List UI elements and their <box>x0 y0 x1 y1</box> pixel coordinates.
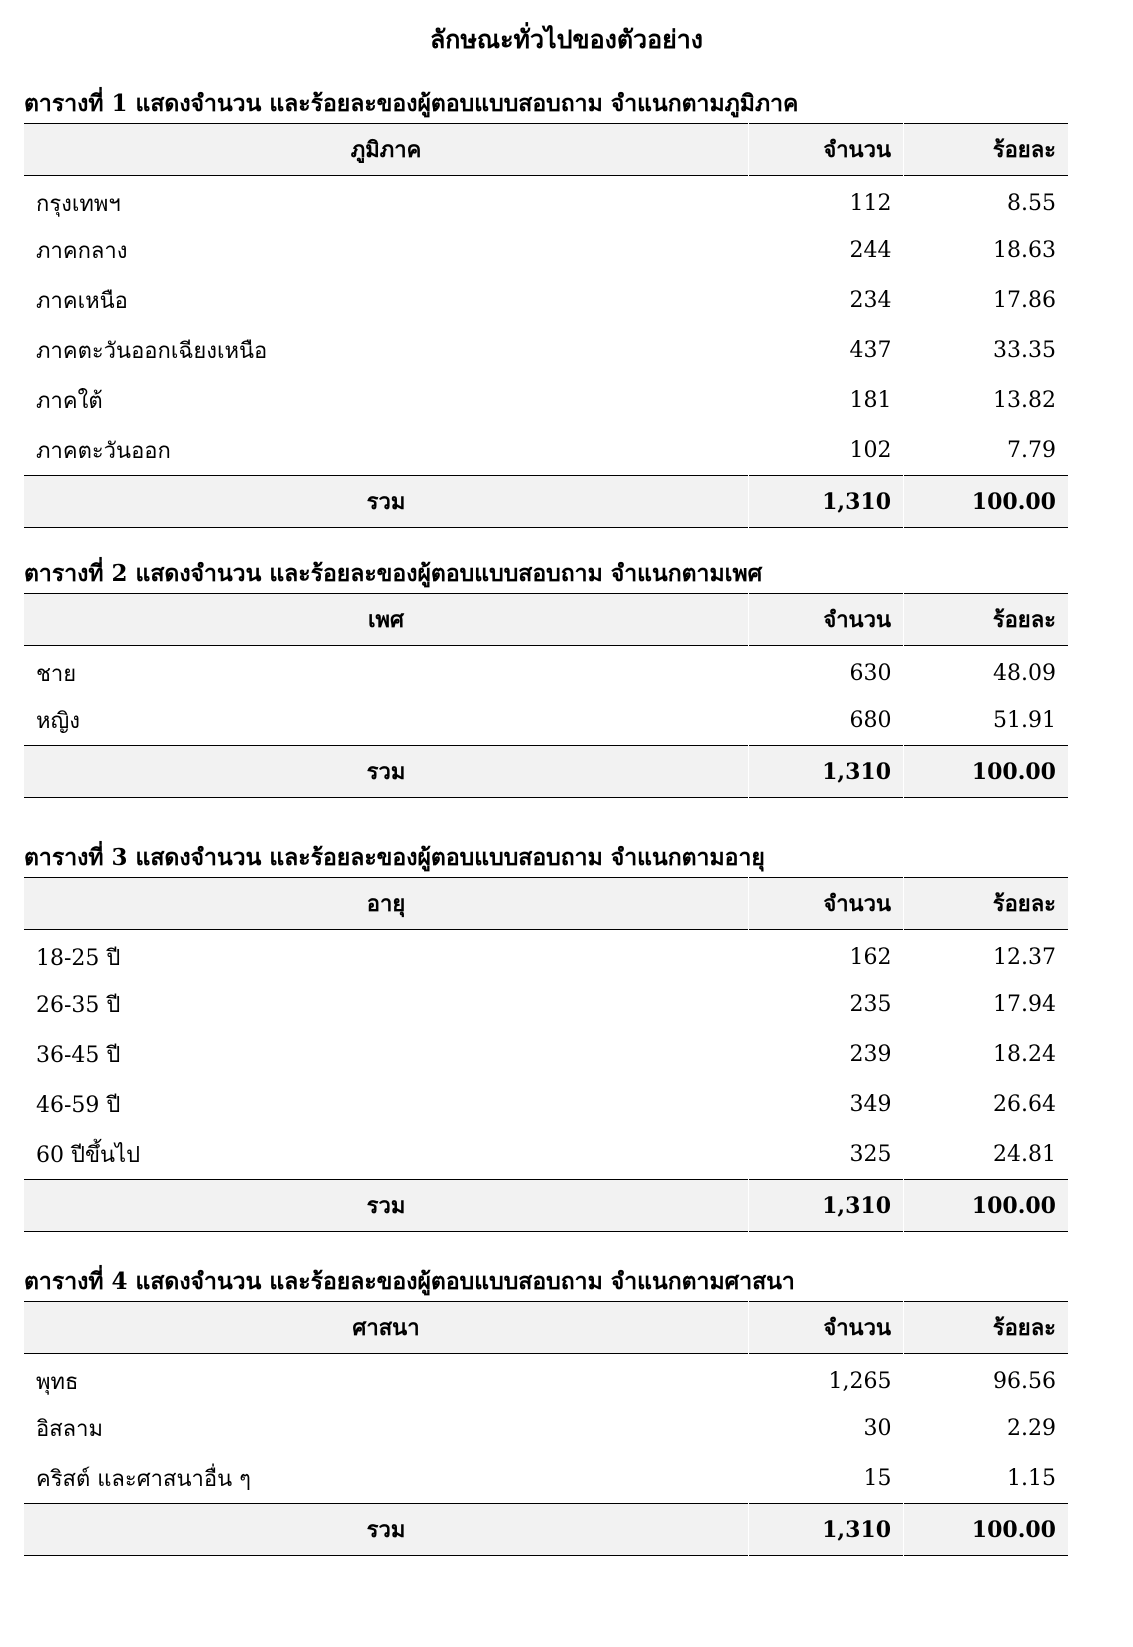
cell-label: อิสลาม <box>36 1417 103 1442</box>
cell-label: 26-35 ปี <box>36 993 121 1018</box>
table-row <box>24 930 1068 980</box>
total-percent: 100.00 <box>971 488 1056 515</box>
cell-label: 60 ปีขึ้นไป <box>36 1142 141 1168</box>
total-percent: 100.00 <box>971 758 1056 785</box>
table-total-row <box>24 746 1068 798</box>
table-row <box>24 426 1068 476</box>
table-2-caption: ตารางที่ 2 แสดงจำนวน และร้อยละของผู้ตอบแบบสอบถาม จำแนกตามเพศ <box>24 560 763 587</box>
table-3-caption: ตารางที่ 3 แสดงจำนวน และร้อยละของผู้ตอบแบบสอบถาม จำแนกตามอายุ <box>24 844 765 871</box>
cell-percent: 12.37 <box>993 945 1056 971</box>
total-label: รวม <box>24 746 749 798</box>
cell-percent: 13.82 <box>993 388 1056 413</box>
cell-label: 46-59 ปี <box>36 1093 121 1118</box>
cell-count: 244 <box>849 238 892 263</box>
cell-percent: 17.94 <box>993 992 1056 1017</box>
table-region <box>24 123 1068 528</box>
cell-percent: 18.63 <box>993 238 1056 263</box>
table-total-row <box>24 1504 1068 1556</box>
cell-count: 162 <box>849 945 892 971</box>
cell-label: 18-25 ปี <box>36 946 121 972</box>
column-header-percent: ร้อยละ <box>992 1315 1056 1341</box>
cell-count: 239 <box>849 1042 892 1067</box>
table-religion <box>24 1301 1068 1556</box>
cell-label: ภาคใต้ <box>36 389 103 414</box>
cell-label: ภาคตะวันออกเฉียงเหนือ <box>36 339 268 364</box>
column-header-percent: ร้อยละ <box>992 607 1056 633</box>
cell-count: 235 <box>849 992 892 1017</box>
total-label: รวม <box>24 1180 749 1232</box>
table-header-row <box>24 1302 1068 1354</box>
cell-percent: 96.56 <box>993 1369 1056 1395</box>
table-total-row <box>24 1180 1068 1232</box>
cell-count: 1,265 <box>828 1369 892 1395</box>
column-header-religion: ศาสนา <box>24 1302 749 1354</box>
table-row <box>24 1130 1068 1180</box>
table-row <box>24 376 1068 426</box>
cell-label: ภาคกลาง <box>36 239 128 264</box>
cell-count: 680 <box>849 707 892 733</box>
cell-count: 349 <box>849 1092 892 1117</box>
table-row <box>24 326 1068 376</box>
table-row <box>24 980 1068 1030</box>
cell-count: 234 <box>849 288 892 313</box>
total-percent: 100.00 <box>971 1516 1056 1543</box>
cell-count: 15 <box>863 1465 892 1491</box>
table-row <box>24 696 1068 746</box>
table-gender <box>24 593 1068 798</box>
cell-label: พุทธ <box>36 1370 79 1396</box>
cell-label: หญิง <box>36 708 80 734</box>
table-header-row <box>24 124 1068 176</box>
table-row <box>24 276 1068 326</box>
column-header-count: จำนวน <box>749 878 904 930</box>
total-label: รวม <box>24 476 749 528</box>
total-count: 1,310 <box>749 746 904 798</box>
table-header-row <box>24 594 1068 646</box>
total-percent: 100.00 <box>971 1192 1056 1219</box>
cell-count: 112 <box>849 191 892 217</box>
cell-label: กรุงเทพฯ <box>36 192 121 218</box>
cell-percent: 17.86 <box>993 288 1056 313</box>
cell-count: 630 <box>849 661 892 687</box>
cell-count: 30 <box>863 1416 892 1441</box>
total-count: 1,310 <box>749 1504 904 1556</box>
cell-label: ชาย <box>36 662 77 688</box>
cell-percent: 8.55 <box>1007 191 1056 217</box>
total-count: 1,310 <box>749 476 904 528</box>
column-header-percent: ร้อยละ <box>992 891 1056 917</box>
cell-percent: 48.09 <box>993 661 1056 687</box>
cell-label: คริสต์ และศาสนาอื่น ๆ <box>36 1466 251 1492</box>
cell-percent: 24.81 <box>993 1141 1056 1167</box>
table-row <box>24 1030 1068 1080</box>
table-row <box>24 1454 1068 1504</box>
cell-count: 181 <box>849 388 892 413</box>
table-row <box>24 646 1068 696</box>
table-age <box>24 877 1068 1232</box>
cell-percent: 51.91 <box>993 707 1056 733</box>
table-row <box>24 1080 1068 1130</box>
page-title: ลักษณะทั่วไปของตัวอย่าง <box>429 25 703 54</box>
table-header-row <box>24 878 1068 930</box>
table-row <box>24 1354 1068 1404</box>
column-header-region: ภูมิภาค <box>24 124 749 176</box>
cell-count: 437 <box>849 338 892 363</box>
table-1-caption: ตารางที่ 1 แสดงจำนวน และร้อยละของผู้ตอบแบบสอบถาม จำแนกตามภูมิภาค <box>24 90 799 117</box>
cell-label: ภาคตะวันออก <box>36 438 171 464</box>
cell-label: ภาคเหนือ <box>36 289 128 314</box>
table-row <box>24 1404 1068 1454</box>
total-count: 1,310 <box>749 1180 904 1232</box>
column-header-percent: ร้อยละ <box>992 137 1056 163</box>
column-header-count: จำนวน <box>749 1302 904 1354</box>
column-header-age: อายุ <box>24 878 749 930</box>
cell-percent: 33.35 <box>993 338 1056 363</box>
table-row <box>24 226 1068 276</box>
column-header-count: จำนวน <box>749 124 904 176</box>
cell-percent: 1.15 <box>1007 1465 1056 1491</box>
table-total-row <box>24 476 1068 528</box>
cell-count: 102 <box>849 437 892 463</box>
table-4-caption: ตารางที่ 4 แสดงจำนวน และร้อยละของผู้ตอบแบบสอบถาม จำแนกตามศาสนา <box>24 1268 795 1295</box>
column-header-gender: เพศ <box>24 594 749 646</box>
cell-percent: 26.64 <box>993 1092 1056 1117</box>
cell-count: 325 <box>849 1141 892 1167</box>
total-label: รวม <box>24 1504 749 1556</box>
cell-percent: 7.79 <box>1007 437 1056 463</box>
table-row <box>24 176 1068 226</box>
column-header-count: จำนวน <box>749 594 904 646</box>
cell-percent: 18.24 <box>993 1042 1056 1067</box>
cell-percent: 2.29 <box>1007 1416 1056 1441</box>
cell-label: 36-45 ปี <box>36 1043 121 1068</box>
